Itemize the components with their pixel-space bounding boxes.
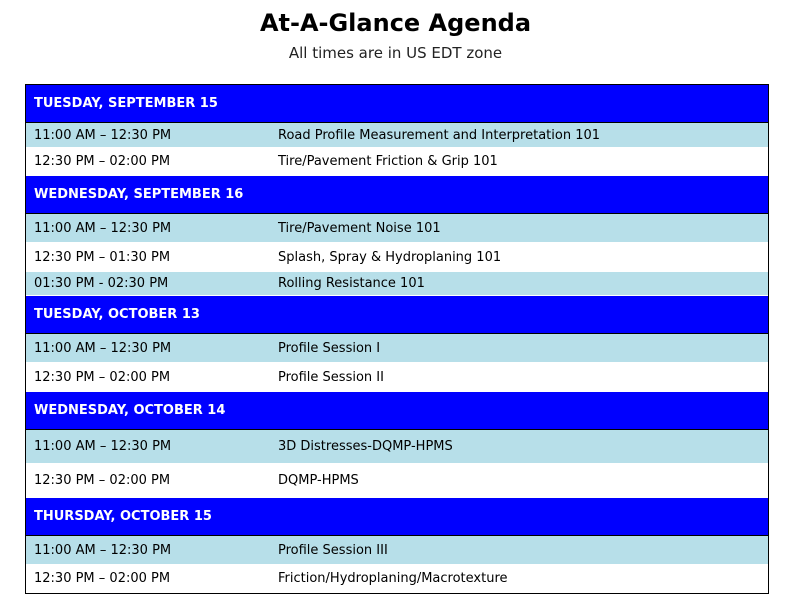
session-title: Splash, Spray & Hydroplaning 101 xyxy=(278,249,502,265)
day-label: WEDNESDAY, SEPTEMBER 16 xyxy=(34,187,244,202)
page-title: At-A-Glance Agenda xyxy=(259,9,532,37)
day-header xyxy=(26,85,768,123)
session-time: 11:00 AM – 12:30 PM xyxy=(34,127,172,143)
session-time: 11:00 AM – 12:30 PM xyxy=(34,340,172,356)
session-time: 01:30 PM - 02:30 PM xyxy=(34,276,169,291)
session-title: DQMP-HPMS xyxy=(278,473,359,488)
day-header xyxy=(26,296,768,334)
session-time: 11:00 AM – 12:30 PM xyxy=(34,439,172,454)
session-row xyxy=(26,363,768,392)
session-row xyxy=(26,464,768,498)
session-time: 12:30 PM – 02:00 PM xyxy=(34,571,171,586)
agenda-table xyxy=(25,84,769,594)
session-time: 11:00 AM – 12:30 PM xyxy=(34,542,172,558)
session-time: 12:30 PM – 02:00 PM xyxy=(34,473,171,488)
session-time: 12:30 PM – 02:00 PM xyxy=(34,369,171,385)
session-time: 12:30 PM – 02:00 PM xyxy=(34,154,171,169)
session-title: Road Profile Measurement and Interpretation 101 xyxy=(278,127,601,143)
session-title: Friction/Hydroplaning/Macrotexture xyxy=(278,571,508,586)
day-label: THURSDAY, OCTOBER 15 xyxy=(34,509,212,524)
session-row xyxy=(26,430,768,464)
day-label: WEDNESDAY, OCTOBER 14 xyxy=(34,403,226,418)
session-row xyxy=(26,214,768,243)
session-row xyxy=(26,565,768,593)
session-title: Tire/Pavement Noise 101 xyxy=(278,220,441,236)
session-title: Profile Session III xyxy=(278,542,388,558)
session-title: Profile Session I xyxy=(278,340,381,356)
session-title: Tire/Pavement Friction & Grip 101 xyxy=(278,154,498,169)
session-row xyxy=(26,536,768,565)
session-time: 11:00 AM – 12:30 PM xyxy=(34,220,172,236)
session-row xyxy=(26,334,768,363)
session-row xyxy=(26,243,768,272)
page-subtitle: All times are in US EDT zone xyxy=(288,44,503,62)
session-title: Profile Session II xyxy=(278,369,384,385)
session-row xyxy=(26,272,768,296)
day-label: TUESDAY, OCTOBER 13 xyxy=(34,307,200,322)
day-label: TUESDAY, SEPTEMBER 15 xyxy=(34,96,218,111)
session-time: 12:30 PM – 01:30 PM xyxy=(34,249,171,265)
session-row xyxy=(26,123,768,148)
day-header xyxy=(26,498,768,536)
session-title: 3D Distresses-DQMP-HPMS xyxy=(278,439,453,454)
day-header xyxy=(26,392,768,430)
session-title: Rolling Resistance 101 xyxy=(278,276,425,291)
day-header xyxy=(26,176,768,214)
session-row xyxy=(26,148,768,176)
